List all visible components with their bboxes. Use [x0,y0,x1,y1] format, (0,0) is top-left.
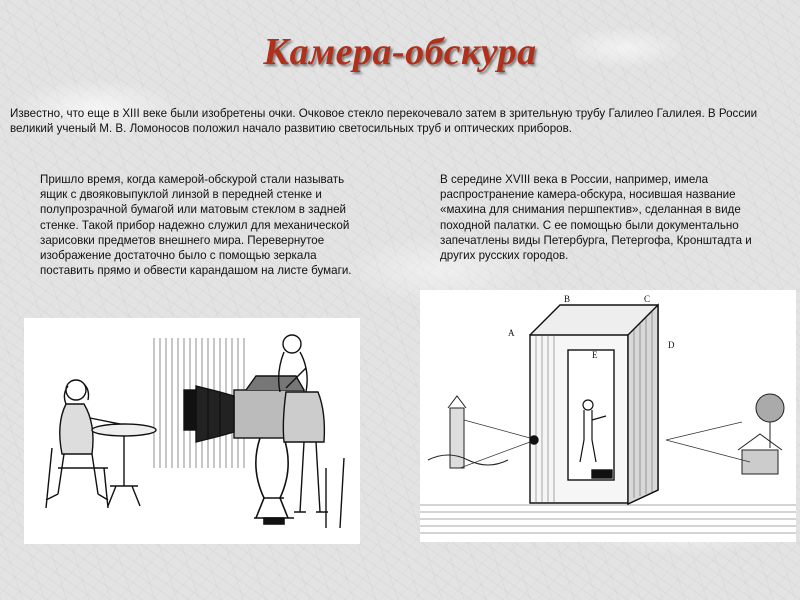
intro-paragraph: Известно, что еще в XIII веке были изобретены очки. Очковое стекло перекочевало затем в зрительную трубу Галилео Галилея. В России великий ученый М. В. Ломоносов положил начало развитию светосильных труб и оптических приборов. [10,107,758,136]
right-paragraph: В середине XVIII века в России, например, имела распространение камера-обскура, носившая название «махина для снимания першпектив», сделанная в виде походной палатки. С ее помощью были документально запечатлены виды Петербурга, Петергофа, Кронштадта и других русских городов. [440,173,752,263]
figure-label-b: B [564,294,571,304]
box-camera-engraving-drawing [24,318,360,544]
engraving-tent-camera-obscura [420,290,796,542]
slide-title: Камера-обскура [263,31,537,73]
tent-camera-engraving-drawing [420,290,796,542]
figure-label-e: E [592,350,598,360]
figure-label-a: A [508,328,515,338]
figure-label-c: C [644,294,651,304]
figure-label-d: D [668,340,675,350]
engraving-box-camera-obscura [24,318,360,544]
left-paragraph: Пришло время, когда камерой-обскурой стали называть ящик с двояковыпуклой линзой в передней стенке и полупрозрачной бумагой или матовым стеклом в задней стенке. Такой прибор надежно служил для механической зарисовки предметов внешнего мира. Перевернутое изображение достаточно было с помощью зеркала поставить прямо и обвести карандашом на листе бумаги. [40,173,352,278]
